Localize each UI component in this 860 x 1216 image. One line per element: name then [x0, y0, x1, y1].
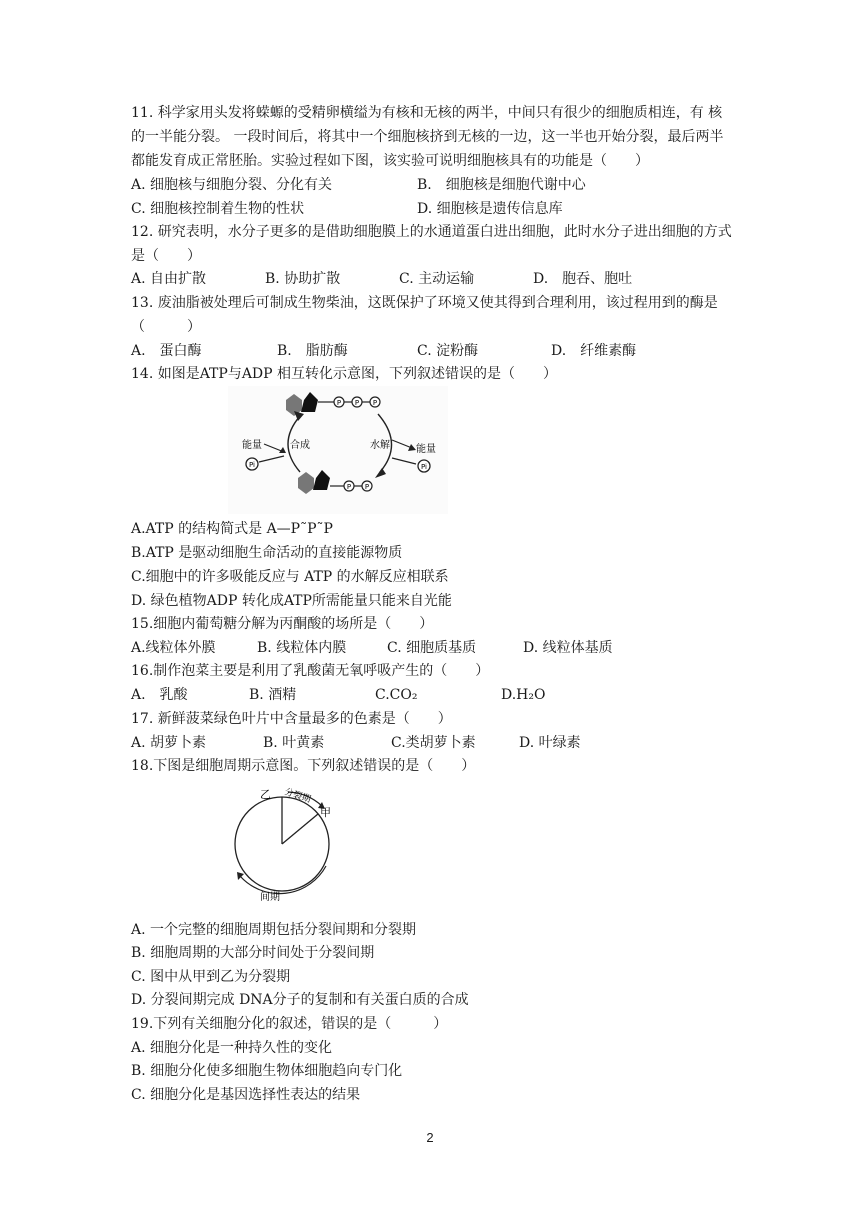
q16-option-c: C.CO₂	[375, 687, 418, 703]
q18-stem: 18.下图是细胞周期示意图。下列叙述错误的是（ ）	[131, 758, 476, 774]
hydrolysis-label: 水解	[370, 440, 390, 451]
q15-option-a: A.线粒体外膜	[131, 640, 216, 656]
q13-option-b: B. 脂肪酶	[277, 343, 348, 359]
q11-stem-line-1: 11. 科学家用头发将蝾螈的受精卵横缢为有核和无核的两半，中间只有很少的细胞质相连，有 核	[131, 105, 723, 121]
division-label: 分裂期	[283, 787, 312, 806]
q15-option-c: C. 细胞质基质	[387, 640, 477, 656]
q11-stem-line-3: 都能发育成正常胚胎。实验过程如下图，该实验可说明细胞核具有的功能是（ ）	[131, 153, 649, 169]
q12-option-b: B. 协助扩散	[265, 271, 341, 287]
q14-option-a: A.ATP 的结构简式是 A—P˜P˜P	[131, 521, 333, 537]
q18-option-d: D. 分裂间期完成 DNA分子的复制和有关蛋白质的合成	[131, 992, 469, 1008]
q16-option-b: B. 酒精	[249, 687, 297, 703]
pi-label: Pi	[420, 463, 428, 471]
q17-option-b: B. 叶黄素	[263, 735, 325, 751]
q12-option-a: A. 自由扩散	[131, 271, 207, 287]
q14-option-b: B.ATP 是驱动细胞生命活动的直接能源物质	[131, 545, 403, 561]
q17-option-d: D. 叶绿素	[519, 735, 581, 751]
q17-stem: 17. 新鲜菠菜绿色叶片中含量最多的色素是（ ）	[131, 711, 452, 727]
jia-label: 甲	[320, 806, 331, 819]
q11-option-d: D. 细胞核是遗传信息库	[417, 201, 563, 217]
phosphate-label: P	[364, 483, 370, 491]
q14-option-d: D. 绿色植物ADP 转化成ATP所需能量只能来自光能	[131, 593, 452, 609]
energy-out-label: 能量	[416, 444, 436, 455]
synthesis-label: 合成	[290, 440, 310, 451]
q15-option-b: B. 线粒体内膜	[257, 640, 347, 656]
q12-stem-line-2: 是（ ）	[131, 248, 201, 264]
q18-option-b: B. 细胞周期的大部分时间处于分裂间期	[131, 945, 375, 961]
q16-option-d: D.H₂O	[501, 687, 546, 703]
q13-option-a: A. 蛋白酶	[131, 343, 202, 359]
q18-option-a: A. 一个完整的细胞周期包括分裂间期和分裂期	[131, 922, 417, 938]
q13-option-c: C. 淀粉酶	[417, 343, 479, 359]
q14-option-c: C.细胞中的许多吸能反应与 ATP 的水解反应相联系	[131, 569, 449, 585]
q17-option-a: A. 胡萝卜素	[131, 735, 207, 751]
q12-option-c: C. 主动运输	[399, 271, 475, 287]
cell-cycle-figure	[226, 782, 346, 904]
q17-option-c: C.类胡萝卜素	[391, 735, 476, 751]
q19-option-c: C. 细胞分化是基因选择性表达的结果	[131, 1087, 361, 1103]
q11-option-a: A. 细胞核与细胞分裂、分化有关	[131, 177, 333, 193]
q12-stem-line-1: 12. 研究表明，水分子更多的是借助细胞膜上的水通道蛋白进出细胞，此时水分子进出细胞的方式	[131, 224, 732, 240]
q13-stem-line-1: 13. 废油脂被处理后可制成生物柴油，这既保护了环境又使其得到合理利用，该过程用到的酶是	[131, 295, 718, 311]
q19-option-a: A. 细胞分化是一种持久性的变化	[131, 1040, 333, 1056]
q11-stem-line-2: 的一半能分裂。 一段时间后，将其中一个细胞核挤到无核的一边，这一半也开始分裂，最后两半	[131, 129, 724, 145]
atp-adp-conversion-figure	[228, 386, 448, 514]
q15-stem: 15.细胞内葡萄糖分解为丙酮酸的场所是（ ）	[131, 616, 434, 632]
q16-option-a: A. 乳酸	[131, 687, 188, 703]
q14-stem: 14. 如图是ATP与ADP 相互转化示意图，下列叙述错误的是（ ）	[131, 366, 558, 382]
q12-option-d: D. 胞吞、胞吐	[533, 271, 633, 287]
phosphate-label: P	[346, 483, 352, 491]
phosphate-label: P	[372, 399, 378, 407]
q18-option-c: C. 图中从甲到乙为分裂期	[131, 969, 291, 985]
q19-option-b: B. 细胞分化使多细胞生物体细胞趋向专门化	[131, 1063, 403, 1079]
page-number: 2	[426, 1130, 434, 1145]
pi-label: Pi	[248, 461, 256, 469]
yi-label: 乙	[260, 788, 271, 801]
q16-stem: 16.制作泡菜主要是利用了乳酸菌无氧呼吸产生的（ ）	[131, 663, 490, 679]
energy-in-label: 能量	[242, 440, 262, 451]
q13-option-d: D. 纤维素酶	[551, 343, 637, 359]
phosphate-label: P	[336, 399, 342, 407]
q19-stem: 19.下列有关细胞分化的叙述，错误的是（ ）	[131, 1016, 448, 1032]
q11-option-c: C. 细胞核控制着生物的性状	[131, 201, 305, 217]
q13-stem-line-2: （ ）	[131, 319, 201, 335]
q15-option-d: D. 线粒体基质	[523, 640, 613, 656]
phosphate-label: P	[354, 399, 360, 407]
interphase-label: 间期	[260, 892, 280, 903]
q11-option-b: B. 细胞核是细胞代谢中心	[417, 177, 586, 193]
